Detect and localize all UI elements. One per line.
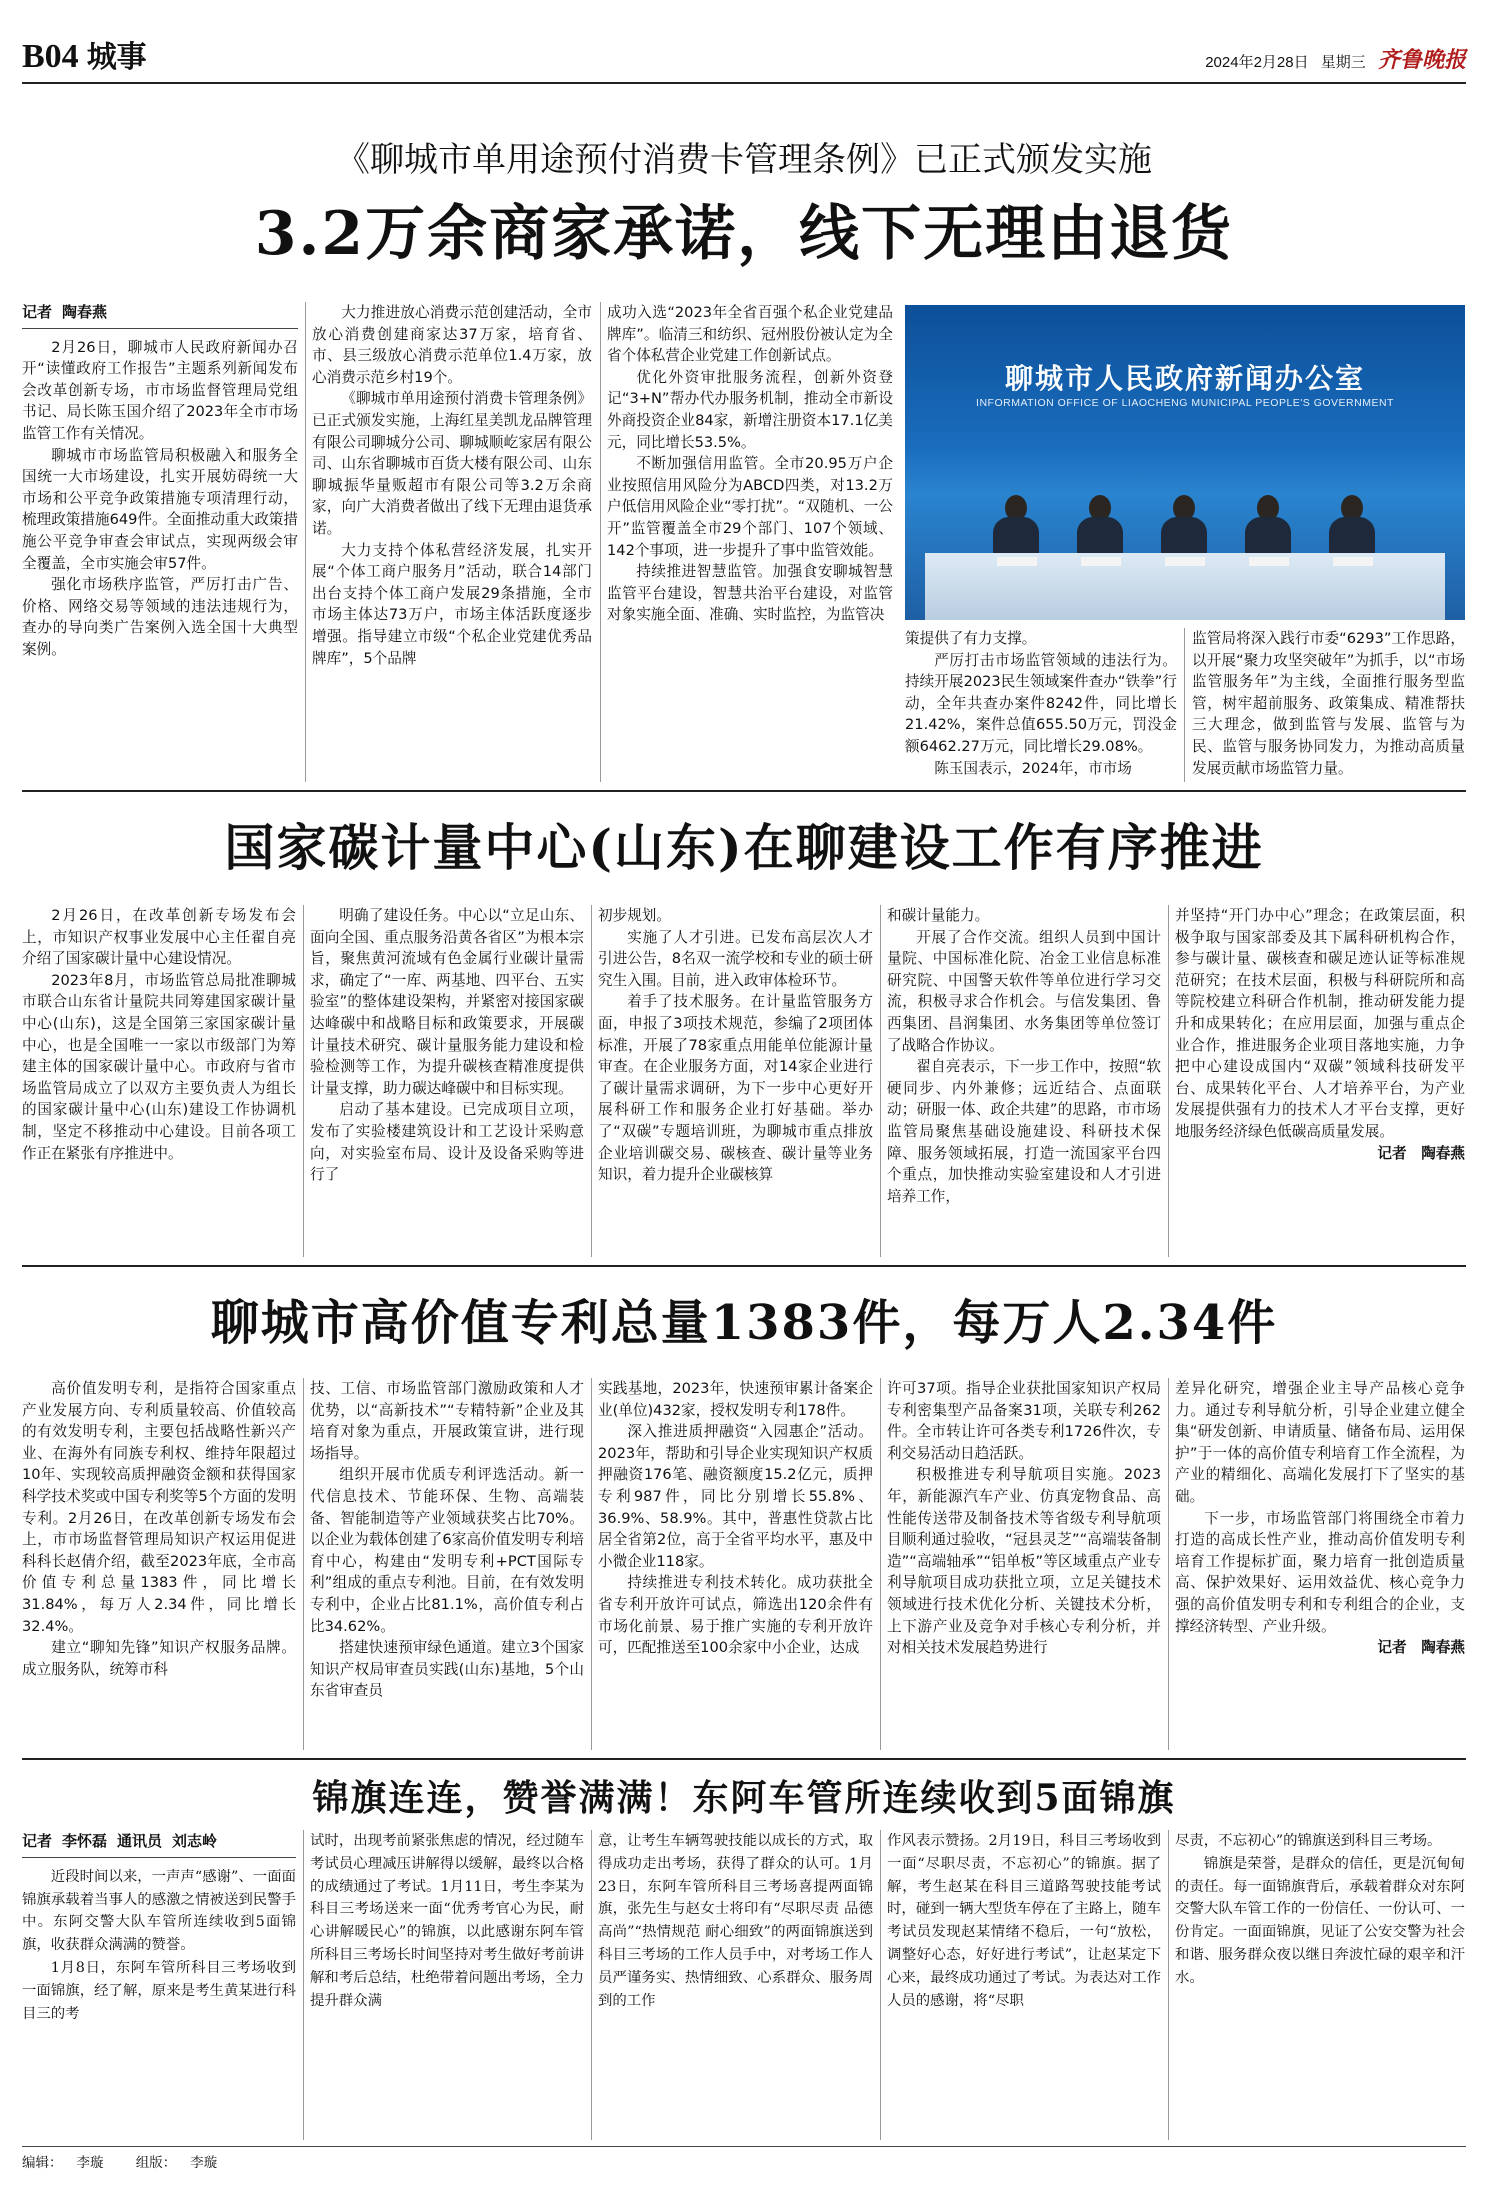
paragraph: 监管局将深入践行市委“6293”工作思路，以开展“聚力攻坚突破年”为抓手，以“市场监管服务年”为主线，全面推行服务型监管，树牢超前服务、政策集成、精准帮扶三大理念，做到监管与发展、监管与为民、监管与服务协同发力，为推动高质量发展贡献市场监管力量。 xyxy=(1192,630,1465,777)
paragraph: 许可37项。指导企业获批国家知识产权局专利密集型产品备案31项，关联专利262件。全市转让许可各类专利1726件次，专利交易活动日趋活跃。 xyxy=(887,1380,1161,1462)
article-2-headline: 国家碳计量中心(山东)在聊建设工作有序推进 xyxy=(224,818,1264,877)
issue-date: 2024年2月28日 xyxy=(1205,54,1309,71)
paragraph: 明确了建设任务。中心以“立足山东、面向全国、重点服务沿黄各省区”为根本宗旨，聚焦黄河流域有色金属行业碳计量需求，确定了“一库、两基地、四平台、五实验室”的整体建设架构，并紧密对接国家碳达峰碳中和战略目标和政策要求，开展碳计量技术研究、碳计量服务能力建设和检验检测等工作，为提升碳核查精准度提供计量支撑，助力碳达峰碳中和目标实现。 xyxy=(310,907,584,1097)
page-code: B04 xyxy=(22,38,79,75)
reporter-name: 陶春燕 xyxy=(1421,1144,1465,1162)
paragraph: 试时，出现考前紧张焦虑的情况，经过随车考试员心理减压讲解得以缓解，最终以合格的成绩通过了考试。1月11日，考生李某为科目三考场送来一面“优秀考官心为民，耐心讲解暖民心”的锦旗，以此感谢东阿车管所科目三考场长时间坚持对考生做好考前讲解和考后总结，杜绝带着问题出考场，全力提升群众满 xyxy=(310,1833,584,2009)
paragraph: 尽责，不忘初心”的锦旗送到科目三考场。 xyxy=(1175,1833,1442,1849)
paragraph: 强化市场秩序监管，严厉打击广告、价格、网络交易等领域的违法违规行为，查办的导向类广告案例入选全国十大典型案例。 xyxy=(22,576,298,658)
paragraph: 高价值发明专利，是指符合国家重点产业发展方向、专利质量较高、价值较高的有效发明专利，主要包括战略性新兴产业、在海外有同族专利权、维持年限超过10年、实现较高质押融资金额和获得国家科学技术奖或中国专利奖等5个方面的发明专利。2月26日，在改革创新专场发布会上，市市场监督管理局知识产权运用促进科科长赵倩介绍，截至2023年底，全市高价值专利总量1383件，同比增长31.84%，每万人2.34件，同比增长32.4%。 xyxy=(22,1380,296,1635)
editor-label: 编辑： xyxy=(22,2155,63,2171)
article-2-column-5 xyxy=(1175,905,1465,1257)
paragraph: 深入推进质押融资“入园惠企”活动。2023年，帮助和引导企业实现知识产权质押融资176笔、融资额度15.2亿元，质押专利987件，同比分别增长55.8%、36.9%、58.9%。其中，普惠性贷款占比居全省第2位，高于全省平均水平，惠及中小微企业118家。 xyxy=(598,1423,873,1570)
paragraph: 持续推进专利技术转化。成功获批全省专利开放许可试点，筛选出120余件有市场化前景、易于推广实施的专利开放许可，匹配推送至100余家中小企业，达成 xyxy=(598,1574,873,1657)
byline-role: 通讯员 xyxy=(117,1832,163,1850)
section-label xyxy=(22,32,147,76)
layout-credit xyxy=(136,2155,232,2171)
article-3-column-5 xyxy=(1175,1378,1465,1750)
article-1-headline: 3.2万余商家承诺，线下无理由退货 xyxy=(254,199,1234,269)
paragraph: 技、工信、市场监管部门激励政策和人才优势，以“高新技术”“专精特新”企业及其培育对象为重点，开展政策宣讲，进行现场指导。 xyxy=(310,1380,584,1462)
section-name: 城事 xyxy=(86,40,147,75)
paragraph: 2023年8月，市场监管总局批准聊城市联合山东省计量院共同筹建国家碳计量中心(山东)，这是全国第三家国家碳计量中心，也是全国唯一一家以市级部门为筹建主体的国家碳计量中心。市政府与省市场监管局成立了以双方主要负责人为组长的国家碳计量中心(山东)建设工作协调机制，坚定不移推动中心建设。目前各项工作正在紧张有序推进中。 xyxy=(22,971,296,1162)
article-4-column-1 xyxy=(22,1830,296,2140)
article-1-overline: 《聊城市单用途预付消费卡管理条例》已正式颁发实施 xyxy=(336,140,1152,180)
paragraph: 聊城市市场监管局积极融入和服务全国统一大市场建设，扎实开展妨碍统一大市场和公平竞争政策措施专项清理行动，梳理政策措施649件。全面推动重大政策措施公平竞争审查会审试点，实现两级会审全覆盖，全市实施会审57件。 xyxy=(22,446,298,572)
article-4-headline: 锦旗连连，赞誉满满！东阿车管所连续收到5面锦旗 xyxy=(312,1777,1176,1819)
paragraph: 组织开展市优质专利评选活动。新一代信息技术、节能环保、生物、高端装备、智能制造等产业领域获奖占比70%。以企业为载体创建了6家高价值发明专利培育中心，构建由“发明专利+PCT国际专利”组成的重点专利池。目前，在有效发明专利中，企业占比81.1%，高价值专利占比34.62%。 xyxy=(310,1466,584,1635)
paragraph: 不断加强信用监管。全市20.95万户企业按照信用风险分为ABCD四类，对13.2万户低信用风险企业“零打扰”。“双随机、一公开”监管覆盖全市29个部门、107个领域、142个事项，进一步提升了事中监管效能。 xyxy=(607,455,893,559)
speaker-figure xyxy=(1161,495,1207,557)
article-1-byline xyxy=(22,302,298,329)
article-3-column-2 xyxy=(310,1378,584,1750)
article-4-column-5 xyxy=(1175,1830,1465,2140)
paragraph: 下一步，市场监管部门将围绕全市着力打造的高成长性产业，推动高价值发明专利培育工作提标扩面，聚力培育一批创造质量高、保护效果好、运用效益优、核心竞争力强的高价值发明专利和专利组合的企业，支撑经济转型、产业升级。 xyxy=(1175,1509,1465,1635)
paragraph: 建立“聊知先锋”知识产权服务品牌。成立服务队，统筹市科 xyxy=(22,1639,296,1678)
byline-name: 陶春燕 xyxy=(62,303,108,321)
byline-name: 李怀磊 xyxy=(62,1832,108,1850)
article-1-column-2 xyxy=(312,302,592,782)
paragraph: 《聊城市单用途预付消费卡管理条例》已正式颁发实施，上海红星美凯龙品牌管理有限公司聊城分公司、聊城顺屹家居有限公司、山东省聊城市百货大楼有限公司、山东聊城振华量贩超市有限公司等3.2万余商家，向广大消费者做出了线下无理由退货承诺。 xyxy=(312,390,592,537)
paragraph: 锦旗是荣誉，是群众的信任，更是沉甸甸的责任。每一面锦旗背后，承载着群众对东阿交警大队车管工作的一份信任、一份认可、一份肯定。一面面锦旗，见证了公安交警为社会和谐、服务群众夜以继日奔波忙碌的艰辛和汗水。 xyxy=(1175,1855,1465,1986)
layout-name: 李璇 xyxy=(190,2155,218,2171)
article-3-column-1 xyxy=(22,1378,296,1750)
reporter-role: 记者 xyxy=(1377,1639,1407,1657)
article-2-column-4 xyxy=(887,905,1161,1257)
paragraph: 策提供了有力支撑。 xyxy=(905,630,1037,647)
article-2-column-3 xyxy=(598,905,873,1257)
page-footer xyxy=(22,2146,1466,2171)
article-1-column-4 xyxy=(905,628,1177,782)
paragraph: 实施了人才引进。已发布高层次人才引进公告，8名双一流学校和专业的硕士研究生入围。目前，进入政审体检环节。 xyxy=(598,928,873,989)
photo-backdrop-subtitle: INFORMATION OFFICE OF LIAOCHENG MUNICIPAL PEOPLE'S GOVERNMENT xyxy=(976,397,1394,409)
newspaper-logo: 齐鲁晚报 xyxy=(1377,47,1466,73)
issue-weekday: 星期三 xyxy=(1320,54,1366,71)
article-2-column-1 xyxy=(22,905,296,1257)
article-3-headline: 聊城市高价值专利总量1383件，每万人2.34件 xyxy=(210,1295,1278,1351)
editor-credit xyxy=(22,2155,118,2171)
byline-role: 记者 xyxy=(22,1832,53,1850)
paragraph: 2月26日，在改革创新专场发布会上，市知识产权事业发展中心主任翟自亮介绍了国家碳计量中心建设情况。 xyxy=(22,907,296,968)
paragraph: 作风表示赞扬。2月19日，科目三考场收到一面“尽职尽责，不忘初心”的锦旗。据了解，考生赵某在科目三道路驾驶技能考试时，碰到一辆大型货车停在了主路上，随车考试员发现赵某情绪不稳后，一句“放松，调整好心态，好好进行考试”，让赵某定下心来，最终成功通过了考试。为表达对工作人员的感谢，将“尽职 xyxy=(887,1833,1161,2009)
byline-name: 刘志岭 xyxy=(172,1832,218,1850)
layout-label: 组版： xyxy=(135,2155,177,2171)
speaker-figure xyxy=(993,495,1039,557)
article-4-column-4 xyxy=(887,1830,1161,2140)
press-conference-photo xyxy=(905,305,1465,620)
article-1-column-5 xyxy=(1192,628,1465,782)
paragraph: 积极推进专利导航项目实施。2023年，新能源汽车产业、仿真宠物食品、高性能传送带及制备技术等省级专利导航项目顺利通过验收，“冠县灵芝”“高端装备制造”“高端轴承”“铝单板”等区域重点产业专利导航项目成功获批立项，立足关键技术领域进行技术优化分析、关键技术分析，上下游产业及竞争对手核心专利分析，并对相关技术发展趋势进行 xyxy=(887,1466,1161,1657)
editor-name: 李璇 xyxy=(76,2155,104,2171)
page-header xyxy=(22,34,1466,84)
speaker-figure xyxy=(1329,495,1375,557)
paragraph: 和碳计量能力。 xyxy=(887,907,990,924)
photo-backdrop-title: 聊城市人民政府新闻办公室 xyxy=(1004,362,1365,395)
article-2-reporter xyxy=(1175,1143,1465,1165)
paragraph: 2月26日，聊城市人民政府新闻办召开“读懂政府工作报告”主题系列新闻发布会改革创新专场，市市场监督管理局党组书记、局长陈玉国介绍了2023年全市市场监管工作有关情况。 xyxy=(22,338,298,442)
article-4-column-2 xyxy=(310,1830,584,2140)
paragraph: 开展了合作交流。组织人员到中国计量院、中国标准化院、冶金工业信息标准研究院、中国警天软件等单位进行学习交流，积极寻求合作机会。与信发集团、鲁西集团、昌润集团、水务集团等单位签订了战略合作协议。 xyxy=(887,928,1161,1054)
paragraph: 优化外资审批服务流程，创新外资登记“3+N”帮办代办服务机制，推动全市新设外商投资企业84家，新增注册资本17.1亿美元，同比增长53.5%。 xyxy=(607,368,893,451)
paragraph: 着手了技术服务。在计量监管服务方面，申报了3项技术规范，参编了2项团体标准，开展了78家重点用能单位能源计量审查。在企业服务方面，对14家企业进行了碳计量需求调研，为下一步中心更好开展科研工作和服务企业打好基础。举办了“双碳”专题培训班，为聊城市重点排放企业培训碳交易、碳核查、碳计量等业务知识，着力提升企业碳核算 xyxy=(598,993,873,1184)
paragraph: 大力推进放心消费示范创建活动，全市放心消费创建商家达37万家，培育省、市、县三级放心消费示范单位1.4万家，放心消费示范乡村19个。 xyxy=(312,304,592,386)
speaker-figure xyxy=(1245,495,1291,557)
paragraph: 实践基地，2023年，快速预审累计备案企业(单位)432家，授权发明专利178件。 xyxy=(598,1380,873,1419)
article-3-reporter xyxy=(1175,1637,1465,1659)
article-4-column-3 xyxy=(598,1830,873,2140)
article-4-byline xyxy=(22,1830,296,1858)
paragraph: 启动了基本建设。已完成项目立项，发布了实验楼建筑设计和工艺设计采购意向，对实验室布局、设计及设备采购等进行了 xyxy=(310,1101,584,1184)
paragraph: 陈玉国表示，2024年，市市场 xyxy=(934,759,1132,777)
speaker-figure xyxy=(1077,495,1123,557)
byline-role: 记者 xyxy=(22,303,53,321)
article-3-column-4 xyxy=(887,1378,1161,1750)
paragraph: 意，让考生车辆驾驶技能以成长的方式，取得成功走出考场，获得了群众的认可。1月23日，东阿车管所科目三考场喜提两面锦旗，张先生与赵女士将印有“尽职尽责 品德高尚”“热情规范 耐心细致”的两面锦旗送到科目三考场的工作人员手中，对考场工作人员严谨务实、热情细致、心系群众、服务周到的工作 xyxy=(598,1833,873,2009)
paragraph: 持续推进智慧监管。加强食安聊城智慧监管平台建设，智慧共治平台建设，对监管对象实施全面、准确、实时监控，为监管决 xyxy=(607,563,893,624)
paragraph: 翟自亮表示，下一步工作中，按照“软硬同步、内外兼修；远近结合、点面联动；研服一体、政企共建”的思路，市市场监管局聚焦基础设施建设、科研技术保障、服务领域拓展，打造一流国家平台四个重点，加快推动实验室建设和人才引进培养工作， xyxy=(887,1058,1161,1205)
paragraph: 成功入选“2023年全省百强个私企业党建品牌库”。临清三和纺织、冠州股份被认定为全省个体私营企业党建工作创新试点。 xyxy=(607,304,893,365)
paragraph: 并坚持“开门办中心”理念；在政策层面，积极争取与国家部委及其下属科研机构合作，参与碳计量、碳核查和碳足迹认证等标准规范研究；在技术层面，积极与科研院所和高等院校建立科研合作机制，推动研发能力提升和成果转化；在应用层面，加强与重点企业合作，推进服务企业项目落地实施，力争把中心建设成国内“双碳”领域科技研发平台、成果转化平台、人才培养平台，为产业发展提供强有力的技术人才平台支撑，更好地服务经济绿色低碳高质量发展。 xyxy=(1175,907,1465,1140)
reporter-name: 陶春燕 xyxy=(1421,1639,1465,1657)
paragraph: 近段时间以来，一声声“感谢”、一面面锦旗承载着当事人的感激之情被送到民警手中。东阿交警大队车管所连续收到5面锦旗，收获群众满满的赞誉。 xyxy=(22,1868,296,1954)
article-3-column-3 xyxy=(598,1378,873,1750)
paragraph: 大力支持个体私营经济发展，扎实开展“个体工商户服务月”活动，联合14部门出台支持个体工商户发展29条措施，全市市场主体达73万户，市场主体活跃度逐步增强。指导建立市级“个私企业党建优秀品牌库”，5个品牌 xyxy=(312,541,592,667)
paragraph: 初步规划。 xyxy=(598,907,671,924)
article-2-column-2 xyxy=(310,905,584,1257)
paragraph: 差异化研究，增强企业主导产品核心竞争力。通过专利导航分析，引导企业建立健全集“研发创新、申请质量、储备布局、运用保护”于一体的高价值专利培育工作全流程，为产业的精细化、高端化发展打下了坚实的基础。 xyxy=(1175,1380,1465,1505)
header-meta xyxy=(1197,43,1466,74)
article-1-column-3 xyxy=(607,302,893,782)
paragraph: 搭建快速预审绿色通道。建立3个国家知识产权局审查员实践(山东)基地，5个山东省审查员 xyxy=(310,1639,584,1700)
reporter-role: 记者 xyxy=(1377,1144,1407,1162)
paragraph: 1月8日，东阿车管所科目三考场收到一面锦旗，经了解，原来是考生黄某进行科目三的考 xyxy=(22,1959,296,2022)
article-1-column-1 xyxy=(22,302,298,782)
paragraph: 严厉打击市场监管领域的违法行为。持续开展2023民生领域案件查办“铁拳”行动，全年共查办案件8242件，同比增长21.42%，案件总值655.50万元，罚没金额6462.27万元，同比增长29.08%。 xyxy=(905,651,1177,755)
